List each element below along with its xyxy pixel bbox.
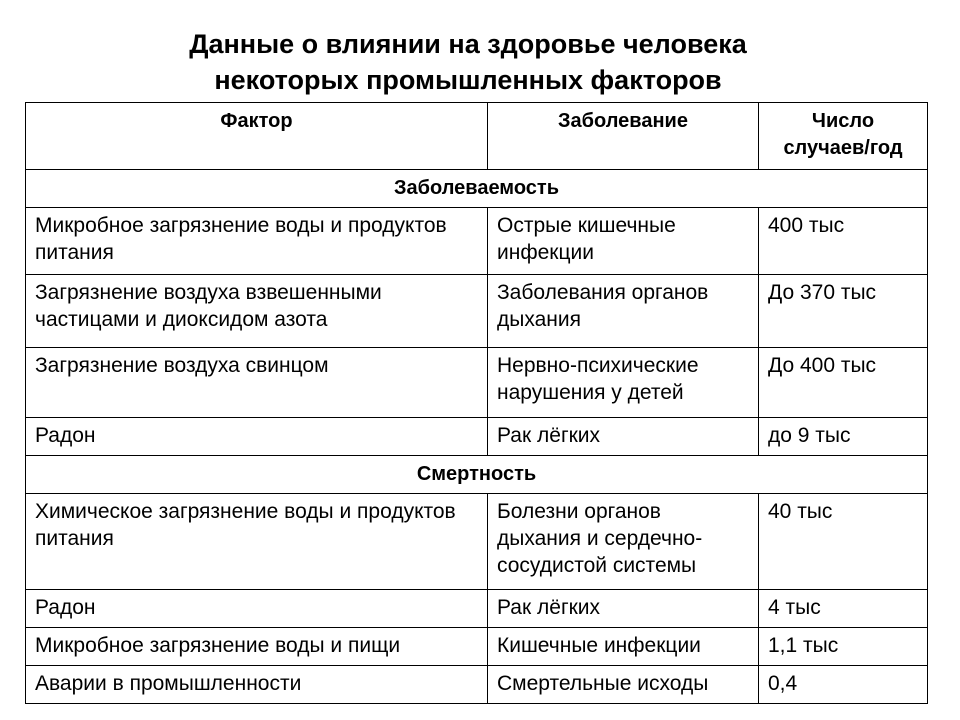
- cell-cases: До 370 тыс: [759, 275, 928, 348]
- header-factor: Фактор: [26, 103, 488, 170]
- section-row: [26, 170, 928, 208]
- table-row: [26, 348, 928, 418]
- table-row: [26, 208, 928, 275]
- section-label-morbidity: Заболеваемость: [26, 170, 928, 208]
- table-row: [26, 494, 928, 590]
- table-row: [26, 418, 928, 456]
- page-title: [0, 26, 936, 98]
- cell-disease: Рак лёгких: [488, 418, 759, 456]
- cell-cases: 40 тыс: [759, 494, 928, 590]
- cell-cases: 400 тыс: [759, 208, 928, 275]
- health-factors-table: [25, 102, 928, 704]
- header-cases: Число случаев/год: [759, 103, 928, 170]
- title-line-2: некоторых промышленных факторов: [214, 65, 722, 95]
- cell-cases: 1,1 тыс: [759, 628, 928, 666]
- table-row: [26, 275, 928, 348]
- header-disease: Заболевание: [488, 103, 759, 170]
- cell-cases: до 9 тыс: [759, 418, 928, 456]
- cell-factor: Загрязнение воздуха взвешенными частицами и диоксидом азота: [26, 275, 488, 348]
- cell-disease: Кишечные инфекции: [488, 628, 759, 666]
- table-row: [26, 628, 928, 666]
- cell-disease: Острые кишечные инфекции: [488, 208, 759, 275]
- header-row: [26, 103, 928, 170]
- cell-disease: Заболевания органов дыхания: [488, 275, 759, 348]
- cell-cases: 0,4: [759, 666, 928, 704]
- cell-cases: До 400 тыс: [759, 348, 928, 418]
- table-row: [26, 590, 928, 628]
- cell-factor: Химическое загрязнение воды и продуктов питания: [26, 494, 488, 590]
- section-label-mortality: Смертность: [26, 456, 928, 494]
- cell-disease: Болезни органов дыхания и сердечно-сосудистой системы: [488, 494, 759, 590]
- cell-factor: Микробное загрязнение воды и продуктов питания: [26, 208, 488, 275]
- cell-factor: Радон: [26, 418, 488, 456]
- table-row: [26, 666, 928, 704]
- cell-factor: Аварии в промышленности: [26, 666, 488, 704]
- cell-disease: Нервно-психические нарушения у детей: [488, 348, 759, 418]
- section-row: [26, 456, 928, 494]
- cell-factor: Микробное загрязнение воды и пищи: [26, 628, 488, 666]
- cell-cases: 4 тыс: [759, 590, 928, 628]
- cell-factor: Радон: [26, 590, 488, 628]
- cell-disease: Рак лёгких: [488, 590, 759, 628]
- cell-factor: Загрязнение воздуха свинцом: [26, 348, 488, 418]
- cell-disease: Смертельные исходы: [488, 666, 759, 704]
- title-line-1: Данные о влиянии на здоровье человека: [189, 29, 747, 59]
